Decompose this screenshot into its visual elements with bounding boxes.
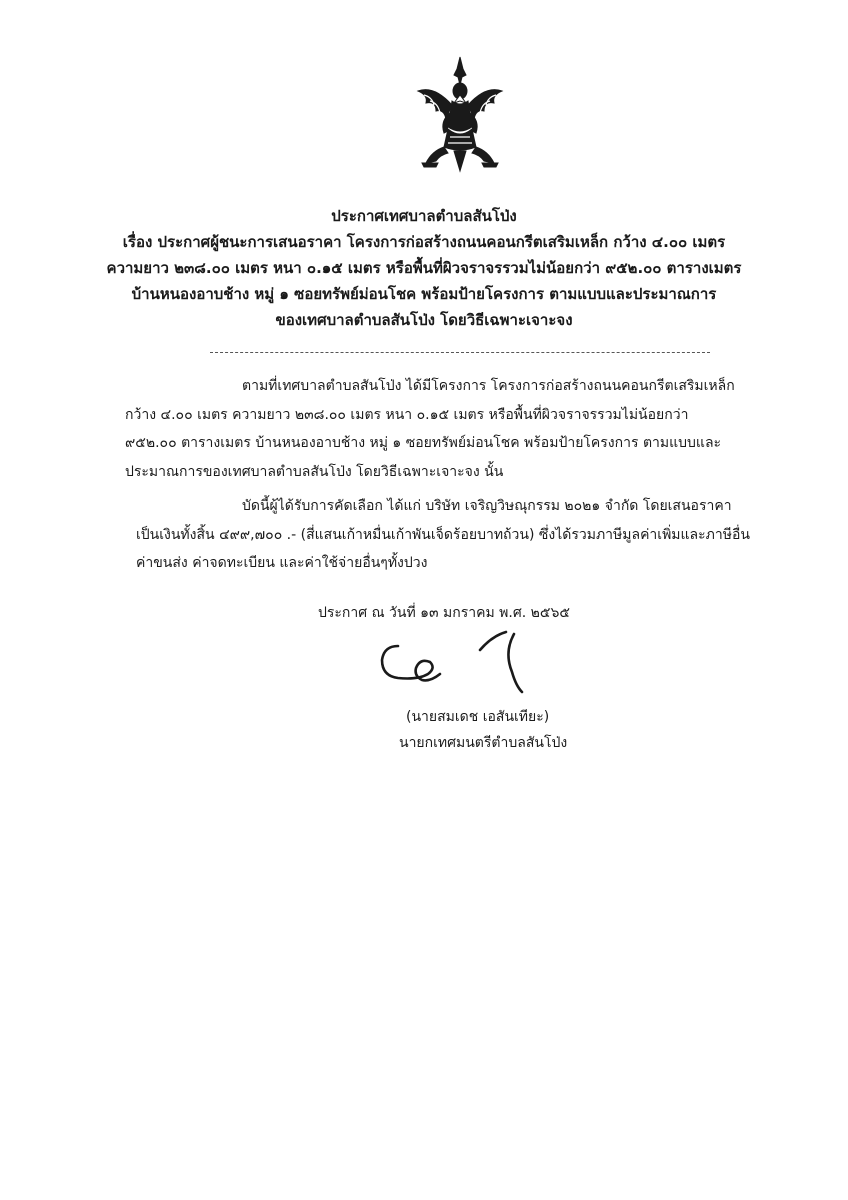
garuda-emblem-icon (414, 55, 506, 173)
announcement-subject-line-1: เรื่อง ประกาศผู้ชนะการเสนอราคา โครงการก่อสร้างถนนคอนกรีตเสริมเหล็ก กว้าง ๔.๐๐ เมตร (122, 233, 726, 251)
handwritten-signature-icon (376, 628, 576, 694)
signer-position: นายกเทศมนตรีตำบลสันโป่ง (399, 735, 568, 751)
announcement-subject-line-2: ความยาว ๒๓๘.๐๐ เมตร หนา ๐.๑๕ เมตร หรือพื้นที่ผิวจราจรรวมไม่น้อยกว่า ๙๕๒.๐๐ ตารางเมตร (106, 259, 742, 277)
signer-name: (นายสมเดช เอสันเทียะ) (406, 709, 550, 725)
paragraph-project-line-4: ประมาณการของเทศบาลตำบลสันโป่ง โดยวิธีเฉพาะเจาะจง นั้น (125, 463, 504, 480)
paragraph-winner-line-2: เป็นเงินทั้งสิ้น ๔๙๙,๗๐๐ .- (สี่แสนเก้าหมื่นเก้าพันเจ็ดร้อยบาทถ้วน) ซึ่งได้รวมภาษีมูลค่าเพิ่มและภาษีอื่น (136, 526, 750, 543)
announce-date: ประกาศ ณ วันที่ ๑๓ มกราคม พ.ศ. ๒๕๖๕ (318, 605, 570, 621)
announcement-subject-line-3: บ้านหนองอาบช้าง หมู่ ๑ ซอยทรัพย์ม่อนโชค พร้อมป้ายโครงการ ตามแบบและประมาณการ (131, 285, 717, 303)
heading-divider (210, 352, 710, 353)
paragraph-project-line-2: กว้าง ๔.๐๐ เมตร ความยาว ๒๓๘.๐๐ เมตร หนา ๐.๑๕ เมตร หรือพื้นที่ผิวจราจรรวมไม่น้อยกว่า (125, 406, 689, 423)
paragraph-winner-line-3: ค่าขนส่ง ค่าจดทะเบียน และค่าใช้จ่ายอื่นๆทั้งปวง (136, 555, 428, 571)
paragraph-project-line-3: ๙๕๒.๐๐ ตารางเมตร บ้านหนองอาบช้าง หมู่ ๑ ซอยทรัพย์ม่อนโชค พร้อมป้ายโครงการ ตามแบบและ (125, 435, 722, 451)
announcement-subject-line-4: ของเทศบาลตำบลสันโป่ง โดยวิธีเฉพาะเจาะจง (275, 311, 573, 329)
paragraph-winner (125, 492, 780, 578)
announcement-heading (100, 203, 748, 333)
paragraph-project (125, 372, 780, 486)
paragraph-winner-line-1: บัดนี้ผู้ได้รับการคัดเลือก ได้แก่ บริษัท เจริญวิษณุกรรม ๒๐๒๑ จำกัด โดยเสนอราคา (242, 498, 732, 514)
announcement-title: ประกาศเทศบาลตำบลสันโป่ง (331, 207, 517, 225)
paragraph-project-line-1: ตามที่เทศบาลตำบลสันโป่ง ได้มีโครงการ โครงการก่อสร้างถนนคอนกรีตเสริมเหล็ก (242, 378, 735, 394)
